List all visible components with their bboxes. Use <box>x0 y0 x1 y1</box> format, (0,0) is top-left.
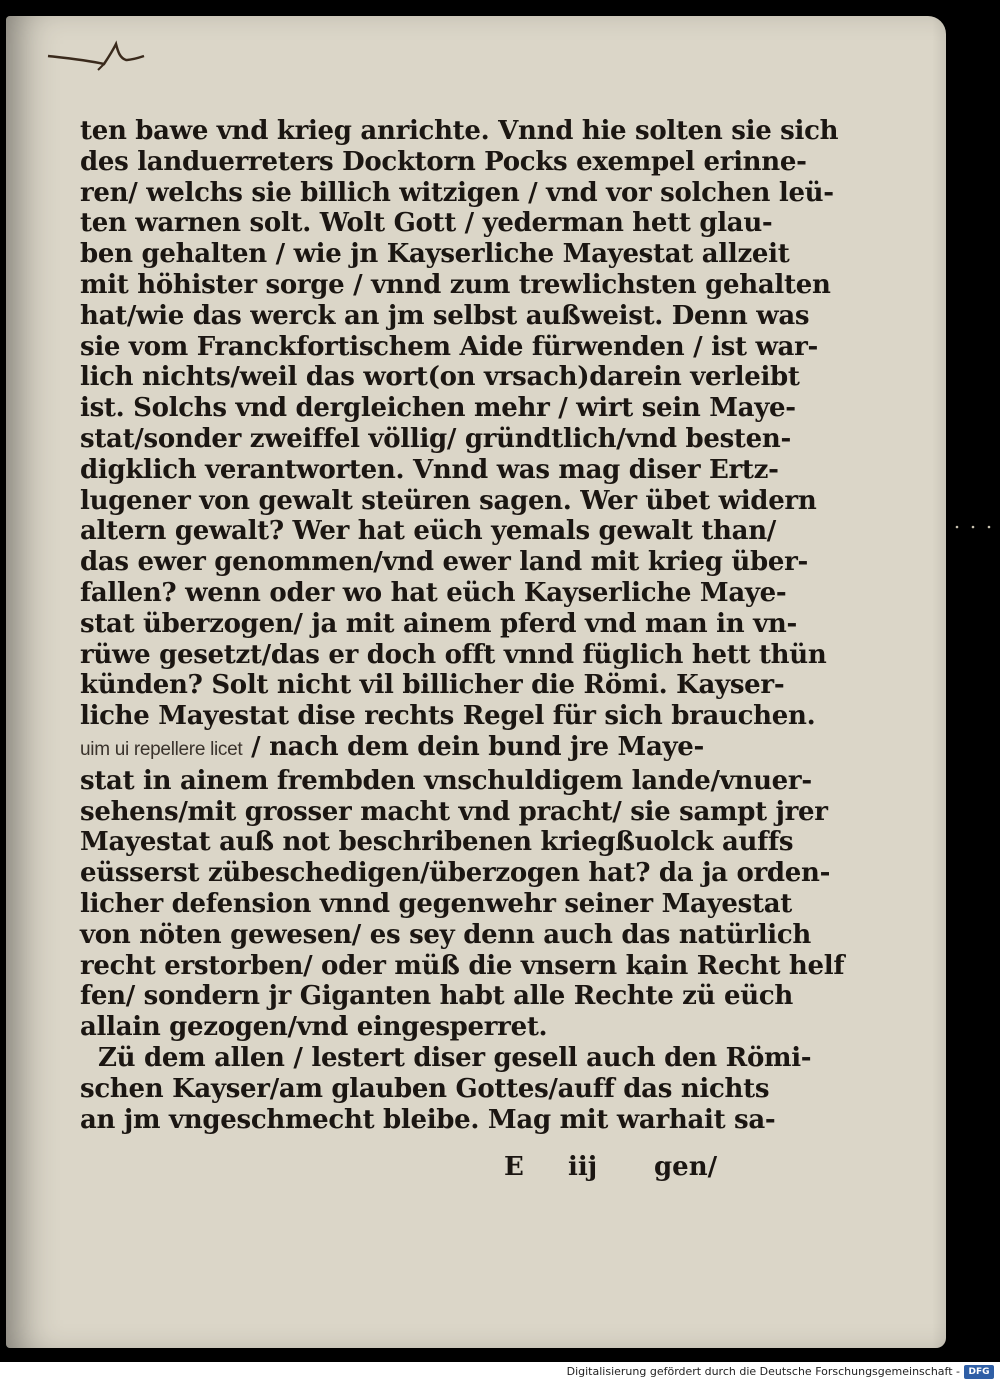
text-line: das ewer genommen/vnd ewer land mit krieg über- <box>80 547 809 578</box>
text-line: Mayestat auß not beschribenen kriegßuolck auffs <box>80 827 794 858</box>
text-line: stat in ainem frembden vnschuldigem lande/vnuer- <box>80 765 812 796</box>
footer-bar <box>0 1362 1000 1383</box>
text-line: ten warnen solt. Wolt Gott / yederman hett glau- <box>80 208 773 239</box>
book-page <box>6 16 946 1348</box>
text-line-latin-quote <box>80 732 760 766</box>
text-line: mit höhister sorge / vnnd zum trewlichsten gehalten <box>80 269 831 300</box>
latin-quote: uim ui repellere licet <box>80 738 243 760</box>
text-line: sehens/mit grosser macht vnd pracht/ sie sampt jrer <box>80 796 828 827</box>
signature-footer-line <box>504 1152 724 1186</box>
signature-page-number: iij <box>568 1152 598 1182</box>
text-line: lugener von gewalt steüren sagen. Wer übet widern <box>80 485 817 516</box>
text-line: Zü dem allen / lestert diser gesell auch den Römi- <box>98 1042 812 1073</box>
ink-flourish-mark <box>46 34 146 74</box>
text-line: von nöten gewesen/ es sey denn auch das natürlich <box>80 919 811 950</box>
text-line: künden? Solt nicht vil billicher die Römi. Kayser- <box>80 670 785 701</box>
page-edge-shadow <box>932 16 946 1348</box>
text-line: ist. Solchs vnd dergleichen mehr / wirt sein Maye- <box>80 393 796 424</box>
text-line: liche Mayestat dise rechts Regel für sich brauchen. <box>80 701 816 732</box>
footer-funding-text: Digitalisierung gefördert durch die Deutsche Forschungsgemeinschaft - <box>566 1365 960 1378</box>
text-line: altern gewalt? Wer hat eüch yemals gewalt than/ <box>80 516 776 547</box>
text-line: ben gehalten / wie jn Kayserliche Mayestat allzeit <box>80 239 790 270</box>
text-line-rest: / nach dem dein bund jre Maye- <box>251 731 705 762</box>
text-line: fen/ sondern jr Giganten habt alle Rechte zü eüch <box>80 981 793 1012</box>
text-line: sie vom Franckfortischem Aide fürwenden / ist war- <box>80 331 818 362</box>
dfg-logo-icon: DFG <box>964 1365 994 1379</box>
text-line: licher defension vnnd gegenwehr seiner Mayestat <box>80 888 792 919</box>
text-line: schen Kayser/am glauben Gottes/auff das nichts <box>80 1073 770 1104</box>
catchword: gen/ <box>654 1152 718 1182</box>
text-line: ten bawe vnd krieg anrichte. Vnnd hie solten sie sich <box>80 116 839 146</box>
text-line: allain gezogen/vnd eingesperret. <box>80 1012 548 1043</box>
text-line: hat/wie das werck an jm selbst außweist. Denn was <box>80 300 810 331</box>
text-line: lich nichts/weil das wort(on vrsach)darein verleibt <box>80 362 800 393</box>
text-line: eüsserst zübeschedigen/überzogen hat? da ja orden- <box>80 858 831 889</box>
body-text <box>80 116 845 1135</box>
scan-edge-dots <box>955 525 995 529</box>
text-line: des landuerreters Docktorn Pocks exempel erinne- <box>80 146 807 177</box>
text-line: rüwe gesetzt/das er doch offt vnnd füglich hett thün <box>80 639 827 670</box>
signature-mark: E <box>504 1152 524 1182</box>
text-line: ren/ welchs sie billich witzigen / vnd vor solchen leü- <box>80 177 834 208</box>
text-line: an jm vngeschmecht bleibe. Mag mit warhait sa- <box>80 1104 776 1135</box>
text-line: stat überzogen/ ja mit ainem pferd vnd man in vn- <box>80 608 797 639</box>
text-line: stat/sonder zweiffel völlig/ gründtlich/vnd besten- <box>80 423 791 454</box>
text-line: fallen? wenn oder wo hat eüch Kayserliche Maye- <box>80 577 787 608</box>
text-line: recht erstorben/ oder müß die vnsern kain Recht helf <box>80 950 845 981</box>
text-line: digklich verantworten. Vnnd was mag diser Ertz- <box>80 454 779 485</box>
